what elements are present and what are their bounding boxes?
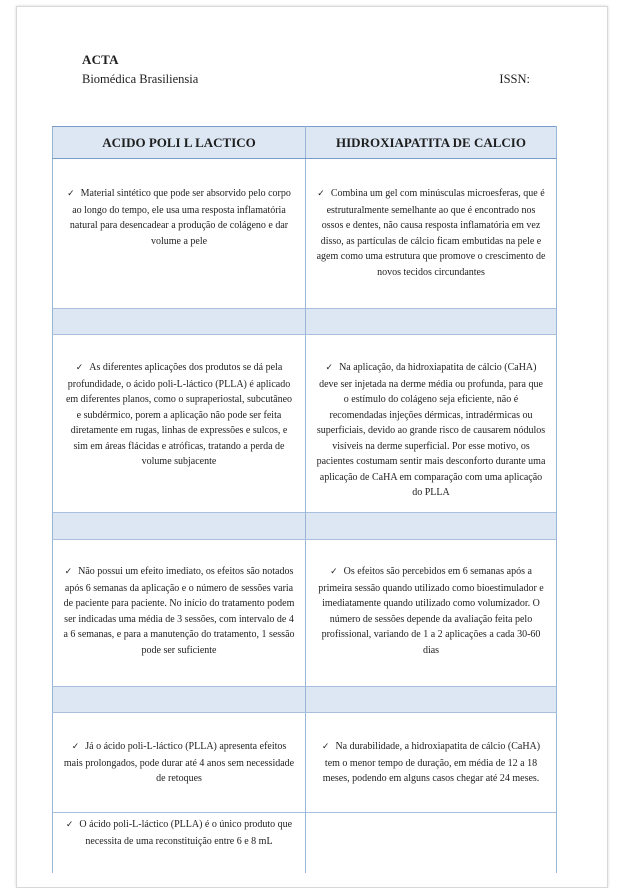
cell-caha: ✓ Na aplicação, da hidroxiapatita de cálcio (CaHA) deve ser injetada na derme média ou profunda, para que o estímulo do colágeno seja eficiente, não é recomendadas injeções dérmicas, intradérmicas ou superficiais, devido ao grande risco de causarem nódulos visíveis na derme superficial. Por esse motivo, os pacientes costumam sentir mais desconforto durante uma aplicação de CaHA em comparação com uma aplicação do PLLA <box>316 362 546 498</box>
cell-plla: ✓ Não possui um efeito imediato, os efeitos são notados após 6 semanas da aplicação e o número de sessões varia de paciente para paciente. No início do tratamento podem ser indicadas uma média de 3 sessões, com intervalo de 4 a 6 semanas, e para a manutenção do tratamento, 1 sessão pode ser suficiente <box>63 566 295 656</box>
cell-plla: ✓ As diferentes aplicações dos produtos se dá pela profundidade, o ácido poli-L-láctico (PLLA) é aplicado em diferentes planos, como o supraperiostal, subcutâneo e subdérmico, porem a aplicação não pode ser feita diretamente em rugas, linhas de expressões e sulcos, e sim em áreas flácidas e atróficas, tratando a perda de volume subjacente <box>65 362 293 467</box>
check-icon: ✓ <box>325 363 334 373</box>
cell-plla: ✓ O ácido poli-L-láctico (PLLA) é o único produto que necessita de uma reconstituição entre 6 e 8 mL <box>65 819 293 847</box>
separator-band <box>53 513 557 540</box>
header-cahA: HIDROXIAPATITA DE CALCIO <box>306 127 557 159</box>
check-icon: ✓ <box>321 742 330 752</box>
table-row <box>53 713 557 813</box>
issn-label: ISSN: <box>499 72 530 86</box>
table-header-row <box>53 127 557 159</box>
comparison-table <box>52 126 557 873</box>
check-icon: ✓ <box>75 363 84 373</box>
cell-caha: ✓ Na durabilidade, a hidroxiapatita de cálcio (CaHA) tem o menor tempo de duração, em média de 12 a 18 meses, podendo em alguns casos chegar até 24 meses. <box>321 741 541 784</box>
check-icon: ✓ <box>317 189 325 199</box>
separator-band <box>53 687 557 713</box>
table-row <box>53 159 557 309</box>
cell-caha: ✓ Combina um gel com minúsculas microesferas, que é estruturalmente semelhante ao que é encontrado nos ossos e dentes, não causa resposta inflamatória em vez disso, as partículas de cálcio ficam embutidas na pele e agem como uma estrutura que promove o crescimento de novos tecidos circundantes <box>316 188 546 278</box>
cell-plla: ✓ Material sintético que pode ser absorvido pelo corpo ao longo do tempo, ele usa uma resposta inflamatória natural para desencadear a produção de colágeno e dar volume a pele <box>67 188 291 247</box>
journal-subtitle: Biomédica Brasiliensia <box>82 72 199 86</box>
table-row <box>53 540 557 687</box>
journal-header <box>82 52 552 87</box>
check-icon: ✓ <box>71 742 80 752</box>
check-icon: ✓ <box>67 189 75 199</box>
header-plla: ACIDO POLI L LACTICO <box>53 127 306 159</box>
separator-band <box>53 309 557 335</box>
journal-name: ACTA <box>82 52 119 67</box>
table-row <box>53 813 557 873</box>
check-icon: ✓ <box>65 820 74 830</box>
check-icon: ✓ <box>64 567 73 577</box>
table-row <box>53 335 557 513</box>
check-icon: ✓ <box>330 567 338 577</box>
journal-subtitle-row <box>82 72 530 87</box>
cell-plla: ✓ Já o ácido poli-L-láctico (PLLA) apresenta efeitos mais prolongados, pode durar até 4 anos sem necessidade de retoques <box>63 741 295 784</box>
cell-caha: ✓ Os efeitos são percebidos em 6 semanas após a primeira sessão quando utilizado como bioestimulador e imediatamente quando utilizado como volumizador. O número de sessões depende da avaliação feita pelo profissional, variando de 1 a 2 aplicações a cada 30-60 dias <box>318 566 544 656</box>
